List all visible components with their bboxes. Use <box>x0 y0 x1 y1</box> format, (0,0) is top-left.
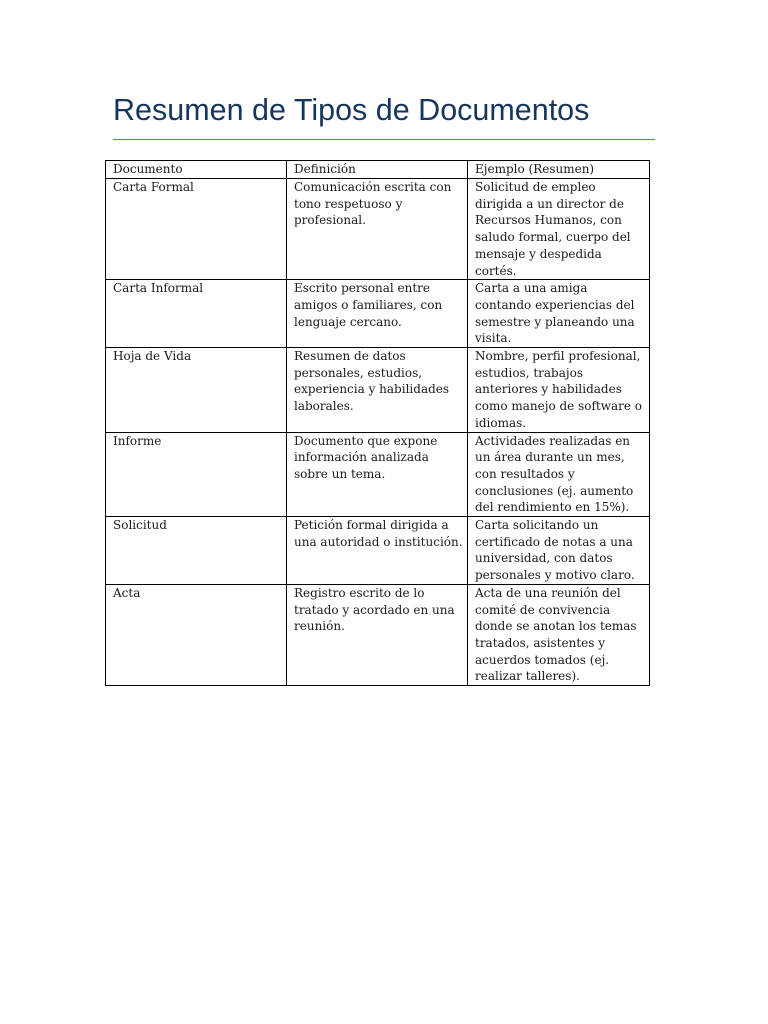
cell-documento: Informe <box>106 432 287 517</box>
cell-ejemplo: Carta a una amiga contando experiencias del semestre y planeando una visita. <box>468 280 650 348</box>
cell-ejemplo: Solicitud de empleo dirigida a un director de Recursos Humanos, con saludo formal, cuerpo del mensaje y despedida cortés. <box>468 179 650 280</box>
cell-ejemplo: Carta solicitando un certificado de notas a una universidad, con datos personales y motivo claro. <box>468 517 650 585</box>
document-types-table <box>105 160 650 686</box>
cell-definicion: Comunicación escrita con tono respetuoso y profesional. <box>287 179 468 280</box>
title-underline <box>113 139 655 140</box>
table-row <box>106 348 650 433</box>
table-header-row <box>106 161 650 179</box>
document-title: Resumen de Tipos de Documentos <box>113 93 590 127</box>
cell-ejemplo: Acta de una reunión del comité de convivencia donde se anotan los temas tratados, asistentes y acuerdos tomados (ej. realizar talleres). <box>468 584 650 685</box>
cell-documento: Solicitud <box>106 517 287 585</box>
header-documento: Documento <box>106 161 287 179</box>
cell-definicion: Registro escrito de lo tratado y acordado en una reunión. <box>287 584 468 685</box>
table-row <box>106 179 650 280</box>
cell-definicion: Documento que expone información analizada sobre un tema. <box>287 432 468 517</box>
cell-definicion: Petición formal dirigida a una autoridad o institución. <box>287 517 468 585</box>
cell-documento: Hoja de Vida <box>106 348 287 433</box>
table-row <box>106 280 650 348</box>
header-ejemplo: Ejemplo (Resumen) <box>468 161 650 179</box>
cell-documento: Acta <box>106 584 287 685</box>
cell-definicion: Resumen de datos personales, estudios, experiencia y habilidades laborales. <box>287 348 468 433</box>
cell-documento: Carta Formal <box>106 179 287 280</box>
cell-ejemplo: Nombre, perfil profesional, estudios, trabajos anteriores y habilidades como manejo de software o idiomas. <box>468 348 650 433</box>
cell-documento: Carta Informal <box>106 280 287 348</box>
cell-ejemplo: Actividades realizadas en un área durante un mes, con resultados y conclusiones (ej. aumento del rendimiento en 15%). <box>468 432 650 517</box>
table-row <box>106 584 650 685</box>
cell-definicion: Escrito personal entre amigos o familiares, con lenguaje cercano. <box>287 280 468 348</box>
table-row <box>106 432 650 517</box>
header-definicion: Definición <box>287 161 468 179</box>
table-row <box>106 517 650 585</box>
